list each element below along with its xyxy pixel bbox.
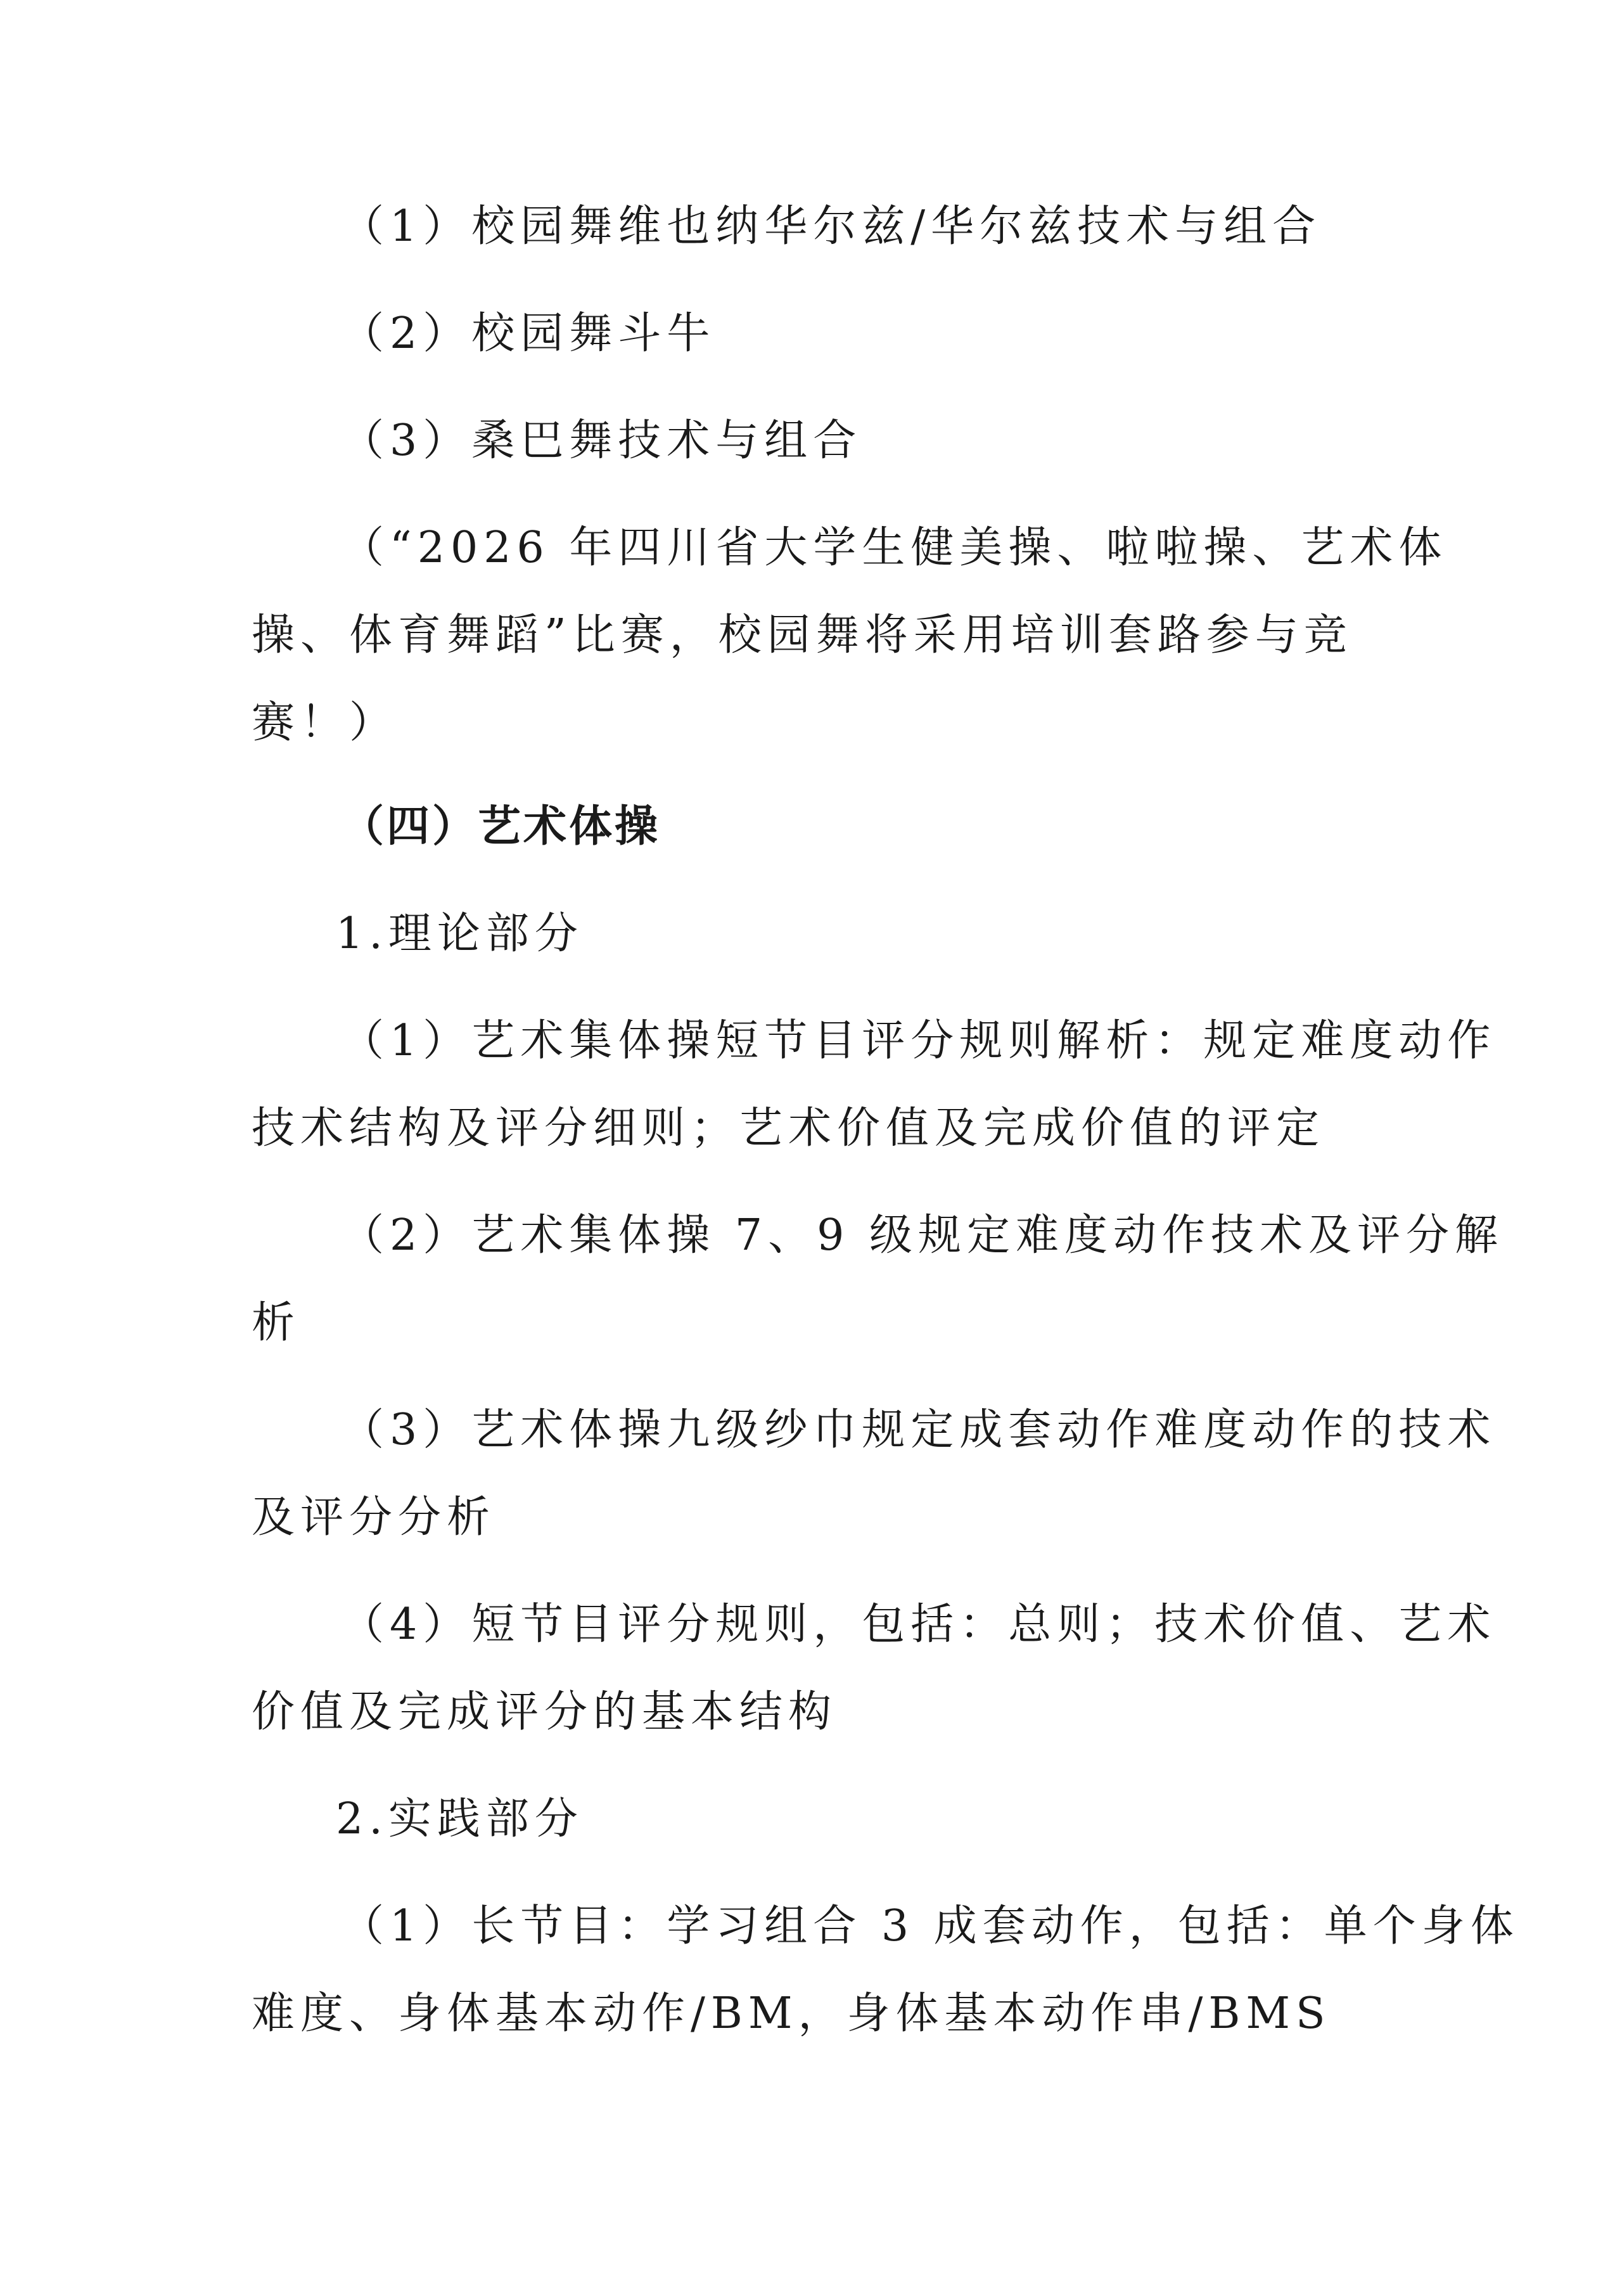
paragraph-line: （“2026 年四川省大学生健美操、啦啦操、艺术体	[341, 523, 1448, 573]
list-item-continuation: 析	[252, 1298, 301, 1348]
list-item-continuation: 价值及完成评分的基本结构	[252, 1687, 838, 1737]
list-item-continuation: 及评分分析	[252, 1492, 496, 1542]
subsection-heading: 2.实践部分	[336, 1794, 584, 1844]
list-item: （1）艺术集体操短节目评分规则解析：规定难度动作	[341, 1016, 1497, 1066]
paragraph-line: 操、体育舞蹈”比赛，校园舞将采用培训套路参与竞	[252, 610, 1353, 660]
list-item: （2）校园舞斗牛	[341, 309, 716, 359]
list-item: （1）长节目：学习组合 3 成套动作，包括：单个身体	[341, 1901, 1519, 1951]
list-item-continuation: 难度、身体基本动作/BM，身体基本动作串/BMS	[252, 1989, 1331, 2039]
list-item: （3）桑巴舞技术与组合	[341, 416, 862, 466]
list-item: （4）短节目评分规则，包括：总则；技术价值、艺术	[341, 1600, 1497, 1650]
paragraph-line: 赛！）	[252, 698, 399, 748]
section-heading: （四）艺术体操	[341, 802, 661, 852]
subsection-heading: 1.理论部分	[336, 909, 584, 959]
list-item-continuation: 技术结构及评分细则；艺术价值及完成价值的评定	[252, 1103, 1325, 1153]
list-item: （2）艺术集体操 7、9 级规定难度动作技术及评分解	[341, 1210, 1504, 1260]
list-item: （1）校园舞维也纳华尔兹/华尔兹技术与组合	[341, 202, 1322, 252]
list-item: （3）艺术体操九级纱巾规定成套动作难度动作的技术	[341, 1405, 1497, 1455]
